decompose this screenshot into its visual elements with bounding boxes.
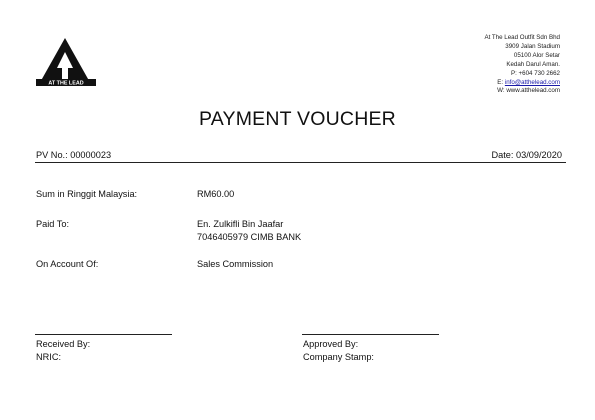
company-stamp-label: Company Stamp:: [303, 352, 374, 362]
company-email-prefix: E:: [497, 78, 505, 86]
paid-to-label: Paid To:: [36, 219, 70, 229]
company-address-3: Kedah Darul Aman.: [506, 60, 560, 68]
company-web: W: www.atthelead.com: [497, 87, 560, 95]
received-by-label: Received By:: [36, 339, 91, 349]
approved-signature-line: [302, 334, 439, 335]
voucher-date: Date: 03/09/2020: [491, 150, 562, 160]
received-signature-line: [35, 334, 172, 335]
company-address-1: 3909 Jalan Stadium: [505, 42, 560, 50]
company-email-link[interactable]: info@atthelead.com: [504, 78, 560, 86]
nric-label: NRIC:: [36, 352, 62, 362]
company-email-line: [360, 79, 560, 88]
account-of-label: On Account Of:: [36, 259, 99, 269]
account-of-value: Sales Commission: [197, 259, 274, 269]
approved-by-label: Approved By:: [303, 339, 359, 349]
voucher-title: PAYMENT VOUCHER: [199, 108, 396, 130]
sum-label: Sum in Ringgit Malaysia:: [36, 189, 138, 199]
sum-value: RM60.00: [197, 189, 235, 199]
company-name: At The Lead Outfit Sdn Bhd: [484, 34, 560, 41]
pv-number: PV No.: 00000023: [36, 150, 112, 160]
paid-to-name: En. Zulkifli Bin Jaafar: [197, 219, 284, 229]
header-divider: [35, 162, 566, 163]
paid-to-account: 7046405979 CIMB BANK: [197, 232, 302, 242]
logo-text: AT THE LEAD: [48, 80, 84, 87]
company-info: [360, 34, 560, 96]
company-address-2: 05100 Alor Setar: [513, 51, 560, 59]
company-logo: [34, 36, 98, 88]
company-phone: P: +604 730 2662: [510, 69, 560, 77]
